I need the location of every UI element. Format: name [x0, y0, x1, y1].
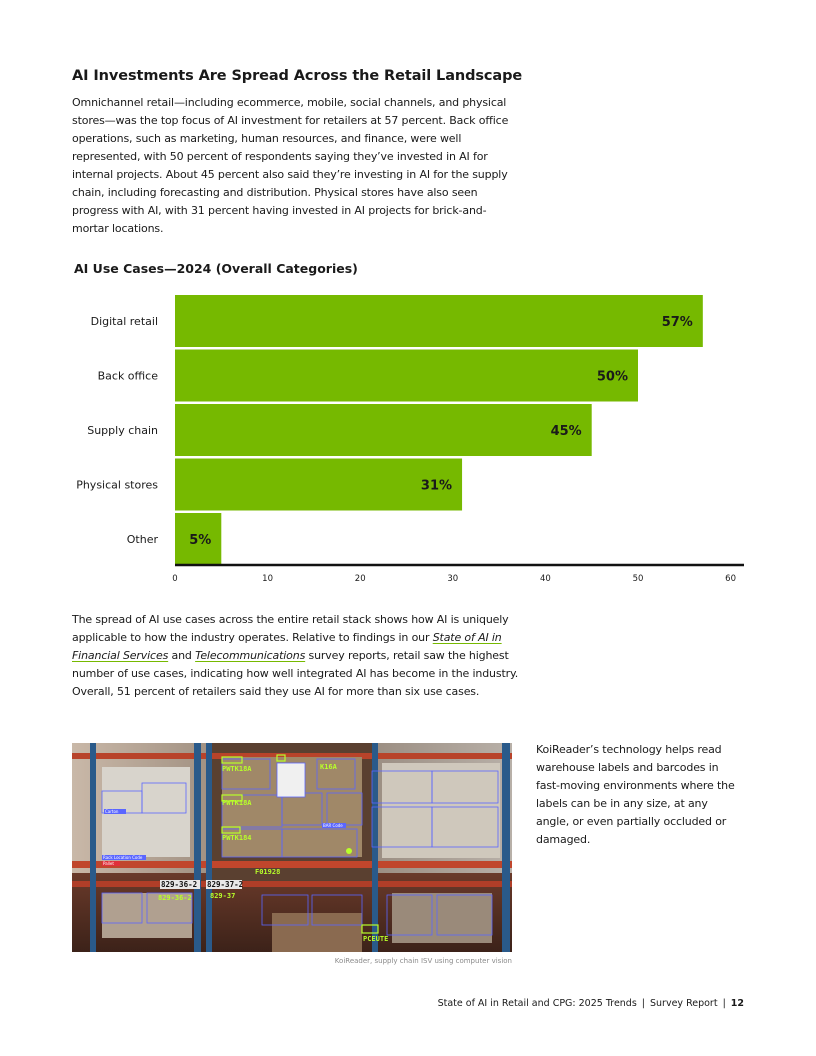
footer-separator-1: |: [641, 998, 645, 1009]
tag-carton: Carton: [105, 809, 119, 814]
category-label-1: Back office: [97, 369, 158, 383]
value-label-1: 50%: [596, 369, 628, 385]
chart-title: AI Use Cases—2024 (Overall Categories): [74, 261, 358, 276]
tag-rack-location: Rack Location Code: [103, 855, 143, 860]
tag-bar-code: BAR Code: [323, 823, 343, 828]
detection-label-1: PWTK18A: [222, 765, 252, 773]
page-footer: [438, 998, 744, 1009]
spread-text-before: The spread of AI use cases across the entire retail stack shows how AI is uniquely applicable to how the industry operates. Relative to findings in our: [72, 613, 509, 644]
detection-label-7: 829-37-2: [207, 880, 244, 889]
x-tick-label-6: 60: [725, 574, 737, 584]
telecommunications-link[interactable]: Telecommunications: [195, 649, 306, 662]
section-title: AI Investments Are Spread Across the Retail Landscape: [72, 68, 523, 84]
category-label-3: Physical stores: [76, 478, 158, 492]
value-label-0: 57%: [661, 315, 693, 330]
value-label-3: 31%: [420, 478, 453, 494]
x-tick-label-0: 0: [172, 574, 178, 584]
detection-label-4: PWTK184: [222, 834, 252, 842]
value-label-2: 45%: [550, 424, 582, 439]
category-label-4: Other: [126, 533, 158, 546]
bar-0: [175, 295, 703, 347]
detection-label-2: K16A: [320, 763, 337, 771]
intro-paragraph: Omnichannel retail—including ecommerce, mobile, social channels, and physical stores—was the top focus of AI investment for retailers at 57 percent. Back office operations, such as marketing, human resources, and finance, were well represented, with 50 percent of respondents saying they’ve invested in AI for internal projects. About 45 percent also said they’re investing in AI for the supply chain, including forecasting and distribution. Physical stores have also seen progress with AI, with 31 percent having invested in AI projects for brick-and-mortar locations.: [72, 96, 509, 235]
financial-services-link[interactable]: State of AI in Financial Services: [72, 631, 502, 662]
detection-label-6: 829-36-2: [161, 880, 198, 889]
footer-subtitle: Survey Report: [650, 998, 718, 1009]
tag-pallet: Pallet: [103, 861, 114, 866]
footer-separator-2: |: [722, 998, 726, 1009]
side-description: KoiReader’s technology helps read warehouse labels and barcodes in fast-moving environments where the labels can be in any size, at any angle, or even partially occluded or damaged.: [536, 743, 735, 846]
category-label-2: Supply chain: [87, 424, 158, 437]
page-number: 12: [730, 998, 744, 1009]
bar-1: [175, 350, 638, 402]
warehouse-photo: [72, 743, 512, 952]
x-tick-label-4: 40: [539, 574, 551, 584]
bar-3: [175, 459, 462, 511]
category-label-0: Digital retail: [90, 315, 158, 328]
x-tick-label-2: 20: [354, 574, 366, 584]
detection-label-9: 829-37: [210, 892, 236, 900]
detection-label-5: F01928: [255, 868, 281, 876]
value-label-4: 5%: [189, 533, 212, 548]
spread-text-after: survey reports, retail saw the highest number of use cases, indicating how well integrated AI has become in the industry. Overall, 51 percent of retailers said they use AI for more than six use cases.: [72, 649, 519, 698]
x-tick-label-3: 30: [447, 574, 459, 584]
footer-title: State of AI in Retail and CPG: 2025 Trends: [437, 998, 637, 1009]
detection-label-3: PWTK18A: [222, 799, 252, 807]
photo-caption: KoiReader, supply chain ISV using computer vision: [334, 957, 512, 965]
spread-paragraph: [72, 611, 520, 701]
bar-2: [175, 404, 592, 456]
spread-text-mid: and: [168, 649, 196, 662]
detection-label-10: PCEUTE: [363, 935, 389, 943]
x-tick-label-1: 10: [262, 574, 274, 584]
x-tick-label-5: 50: [632, 574, 644, 584]
detection-label-8: 829-36-2: [158, 894, 192, 902]
